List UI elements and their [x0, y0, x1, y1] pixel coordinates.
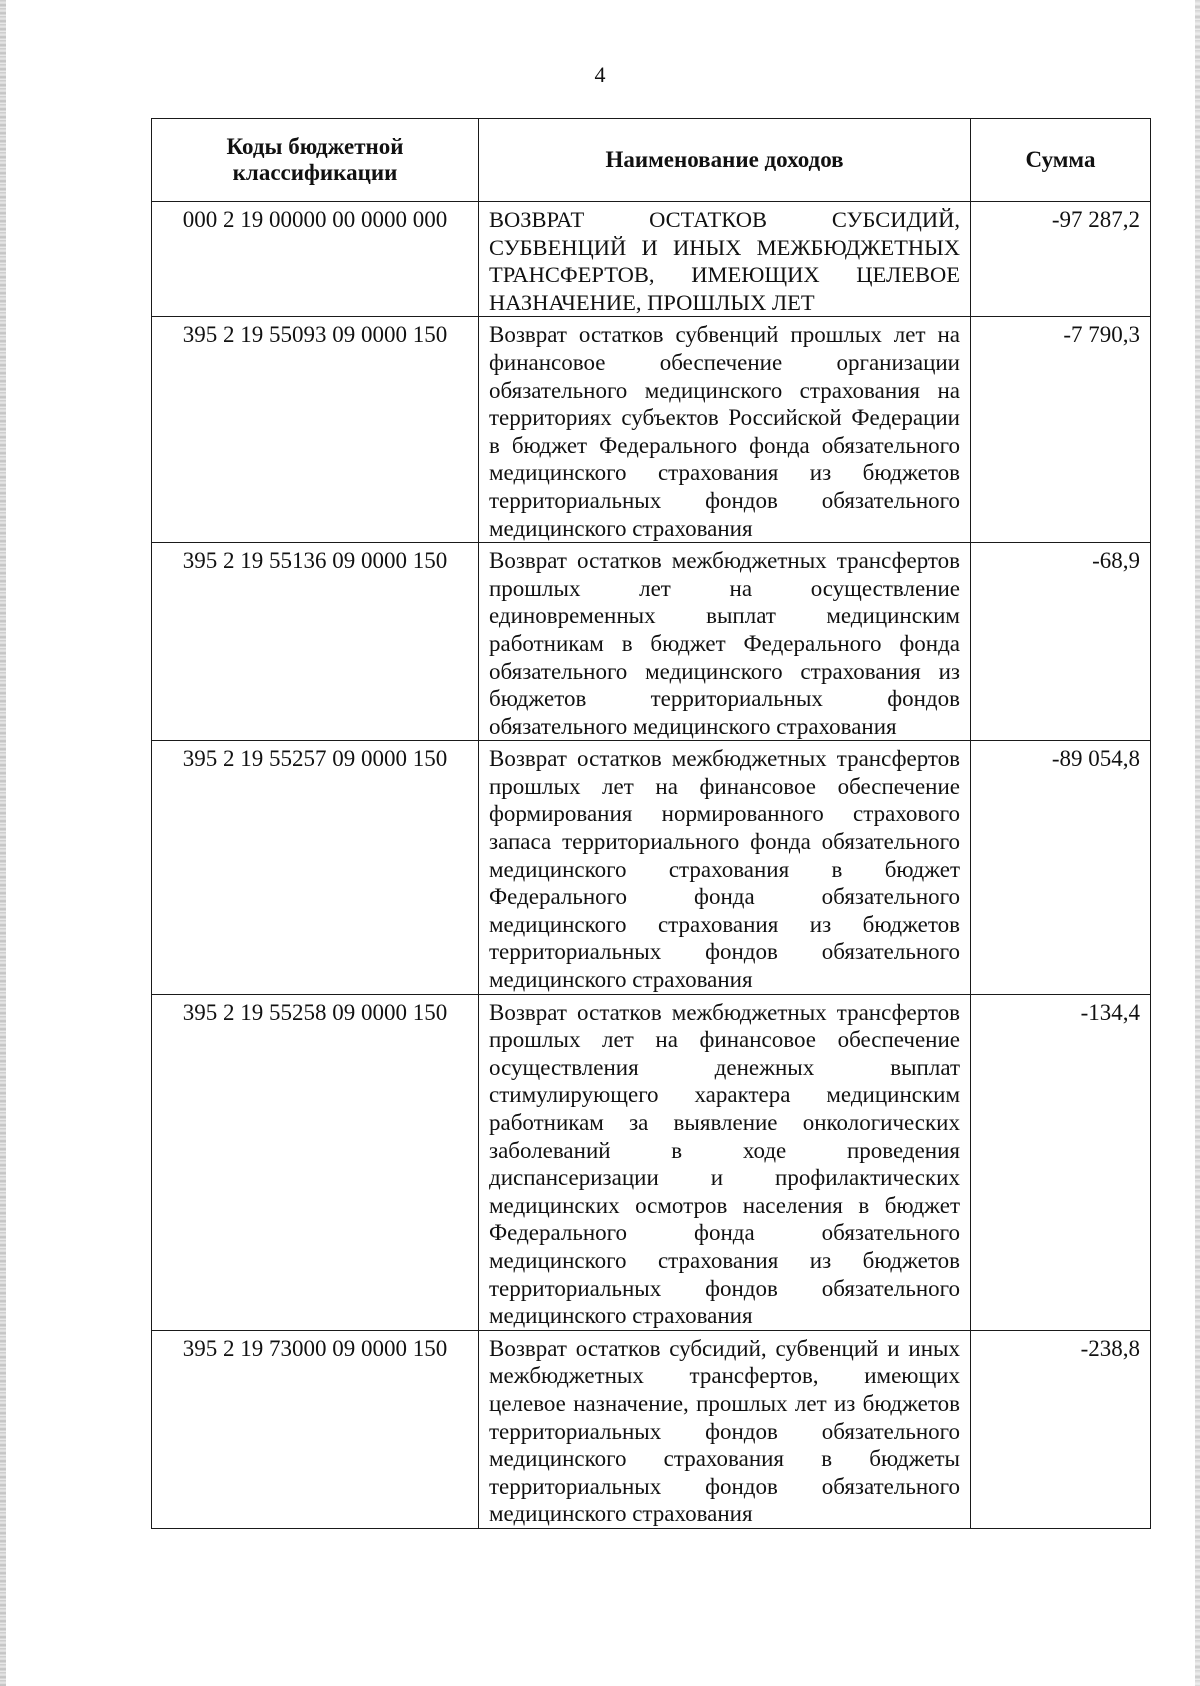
header-name: Наименование доходов	[479, 119, 971, 202]
row-code: 395 2 19 55258 09 0000 150	[152, 994, 479, 1330]
header-code: Коды бюджетной классификации	[152, 119, 479, 202]
scan-edge-left	[0, 0, 6, 1686]
row-code: 395 2 19 55093 09 0000 150	[152, 317, 479, 543]
row-sum: -97 287,2	[971, 202, 1151, 317]
row-name: Возврат остатков межбюджетных трансфертов прошлых лет на финансовое обеспечение формирования нормированного страхового запаса территориального фонда обязательного медицинского страхования в бюджет Федерального фонда обязательного медицинского страхования из бюджетов территориальных фондов обязательного медицинского страхования	[479, 741, 971, 994]
row-sum: -89 054,8	[971, 741, 1151, 994]
header-sum: Сумма	[971, 119, 1151, 202]
row-sum: -134,4	[971, 994, 1151, 1330]
row-name: Возврат остатков субсидий, субвенций и иных межбюджетных трансфертов, имеющих целевое назначение, прошлых лет из бюджетов территориальных фондов обязательного медицинского страхования в бюджеты территориальных фондов обязательного медицинского страхования	[479, 1330, 971, 1528]
row-code: 000 2 19 00000 00 0000 000	[152, 202, 479, 317]
table-row	[152, 317, 1151, 543]
revenue-table	[151, 118, 1151, 1529]
table-row	[152, 202, 1151, 317]
scan-edge-right	[1195, 0, 1200, 1686]
row-sum: -68,9	[971, 543, 1151, 741]
row-code: 395 2 19 55257 09 0000 150	[152, 741, 479, 994]
page-number: 4	[594, 62, 606, 87]
table-row	[152, 994, 1151, 1330]
table-row	[152, 1330, 1151, 1528]
table-header-row	[152, 119, 1151, 202]
row-sum: -7 790,3	[971, 317, 1151, 543]
row-code: 395 2 19 55136 09 0000 150	[152, 543, 479, 741]
row-name: Возврат остатков межбюджетных трансфертов прошлых лет на осуществление единовременных выплат медицинским работникам в бюджет Федерального фонда обязательного медицинского страхования из бюджетов территориальных фондов обязательного медицинского страхования	[479, 543, 971, 741]
table-row	[152, 543, 1151, 741]
row-code: 395 2 19 73000 09 0000 150	[152, 1330, 479, 1528]
table-row	[152, 741, 1151, 994]
row-name: ВОЗВРАТ ОСТАТКОВ СУБСИДИЙ, СУБВЕНЦИЙ И ИНЫХ МЕЖБЮДЖЕТНЫХ ТРАНСФЕРТОВ, ИМЕЮЩИХ ЦЕЛЕВОЕ НАЗНАЧЕНИЕ, ПРОШЛЫХ ЛЕТ	[479, 202, 971, 317]
row-name: Возврат остатков межбюджетных трансфертов прошлых лет на финансовое обеспечение осуществления денежных выплат стимулирующего характера медицинским работникам за выявление онкологических заболеваний в ходе проведения диспансеризации и профилактических медицинских осмотров населения в бюджет Федерального фонда обязательного медицинского страхования из бюджетов территориальных фондов обязательного медицинского страхования	[479, 994, 971, 1330]
row-name: Возврат остатков субвенций прошлых лет на финансовое обеспечение организации обязательного медицинского страхования на территориях субъектов Российской Федерации в бюджет Федерального фонда обязательного медицинского страхования из бюджетов территориальных фондов обязательного медицинского страхования	[479, 317, 971, 543]
row-sum: -238,8	[971, 1330, 1151, 1528]
